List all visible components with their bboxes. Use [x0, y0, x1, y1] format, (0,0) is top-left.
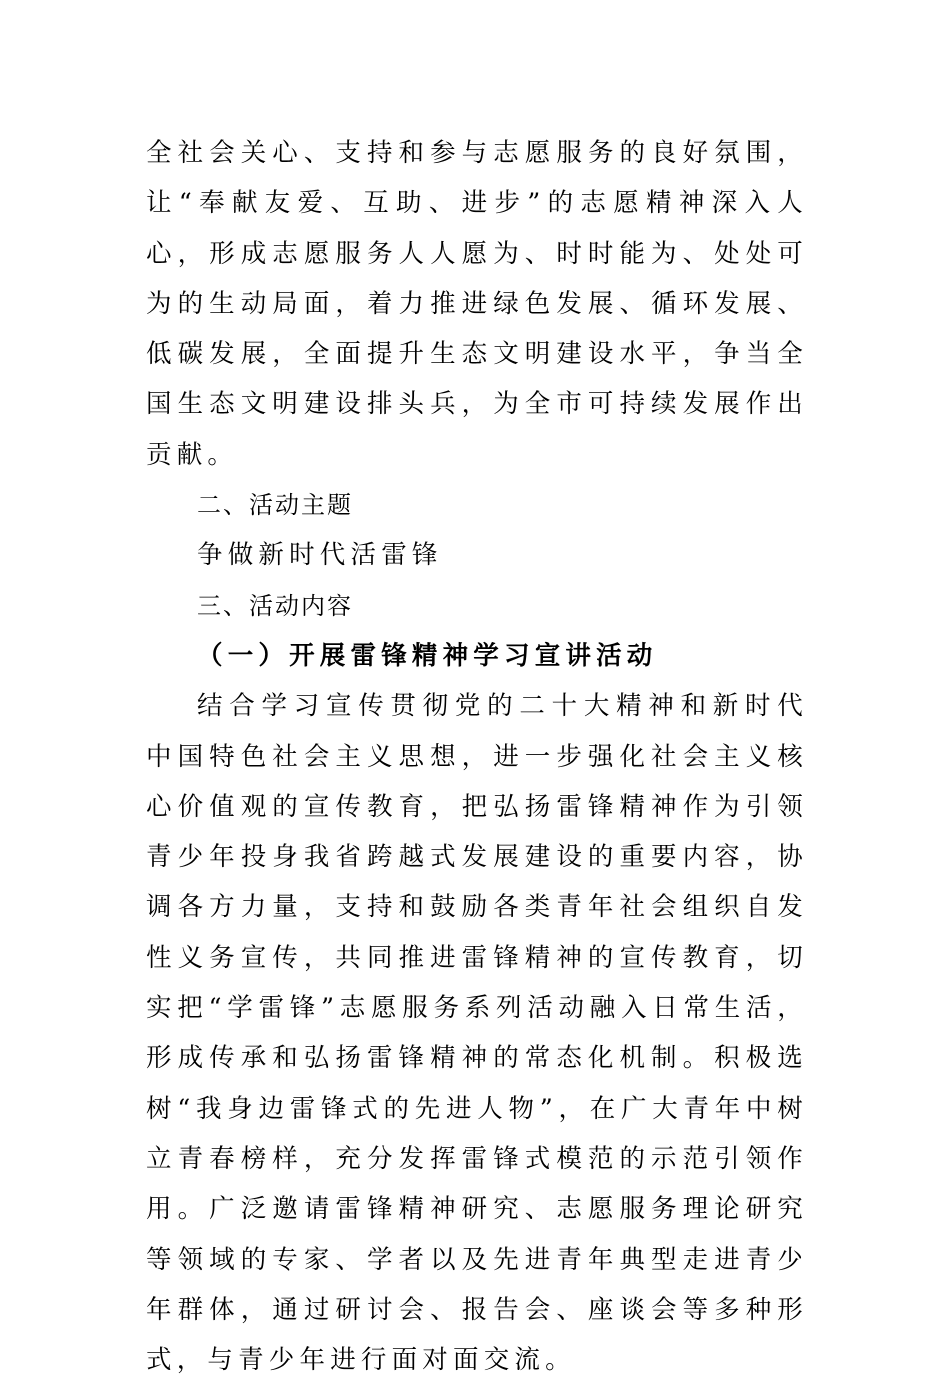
- section-heading-content: 三、活动内容: [197, 591, 353, 620]
- content-paragraph-1: 结合学习宣传贯彻党的二十大精神和新时代中国特色社会主义思想，进一步强化社会主义核心价值观的宣传教育，把弘扬雷锋精神作为引领青少年投身我省跨越式发展建设的重要内容，协调各方力量，支持和鼓励各类青年社会组织自发性义务宣传，共同推进雷锋精神的宣传教育，切实把“学雷锋”志愿服务系列活动融入日常生活，形成传承和弘扬雷锋精神的常态化机制。积极选树“我身边雷锋式的先进人物”，在广大青年中树立青春榜样，充分发挥雷锋式模范的示范引领作用。广泛邀请雷锋精神研究、志愿服务理论研究等领域的专家、学者以及先进青年典型走进青少年群体，通过研讨会、报告会、座谈会等多种形式，与青少年进行面对面交流。: [146, 691, 808, 1376]
- section-heading-theme: 二、活动主题: [197, 491, 353, 520]
- subsection-heading-1: （一）开展雷锋精神学习宣讲活动: [197, 640, 658, 671]
- intro-paragraph: 全社会关心、支持和参与志愿服务的良好氛围，让“奉献友爱、互助、进步”的志愿精神深入人心，形成志愿服务人人愿为、时时能为、处处可为的生动局面，着力推进绿色发展、循环发展、低碳发展，全面提升生态文明建设水平，争当全国生态文明建设排头兵，为全市可持续发展作出贡献。: [146, 138, 808, 470]
- document-body: [146, 128, 808, 1385]
- theme-text: 争做新时代活雷锋: [197, 540, 443, 571]
